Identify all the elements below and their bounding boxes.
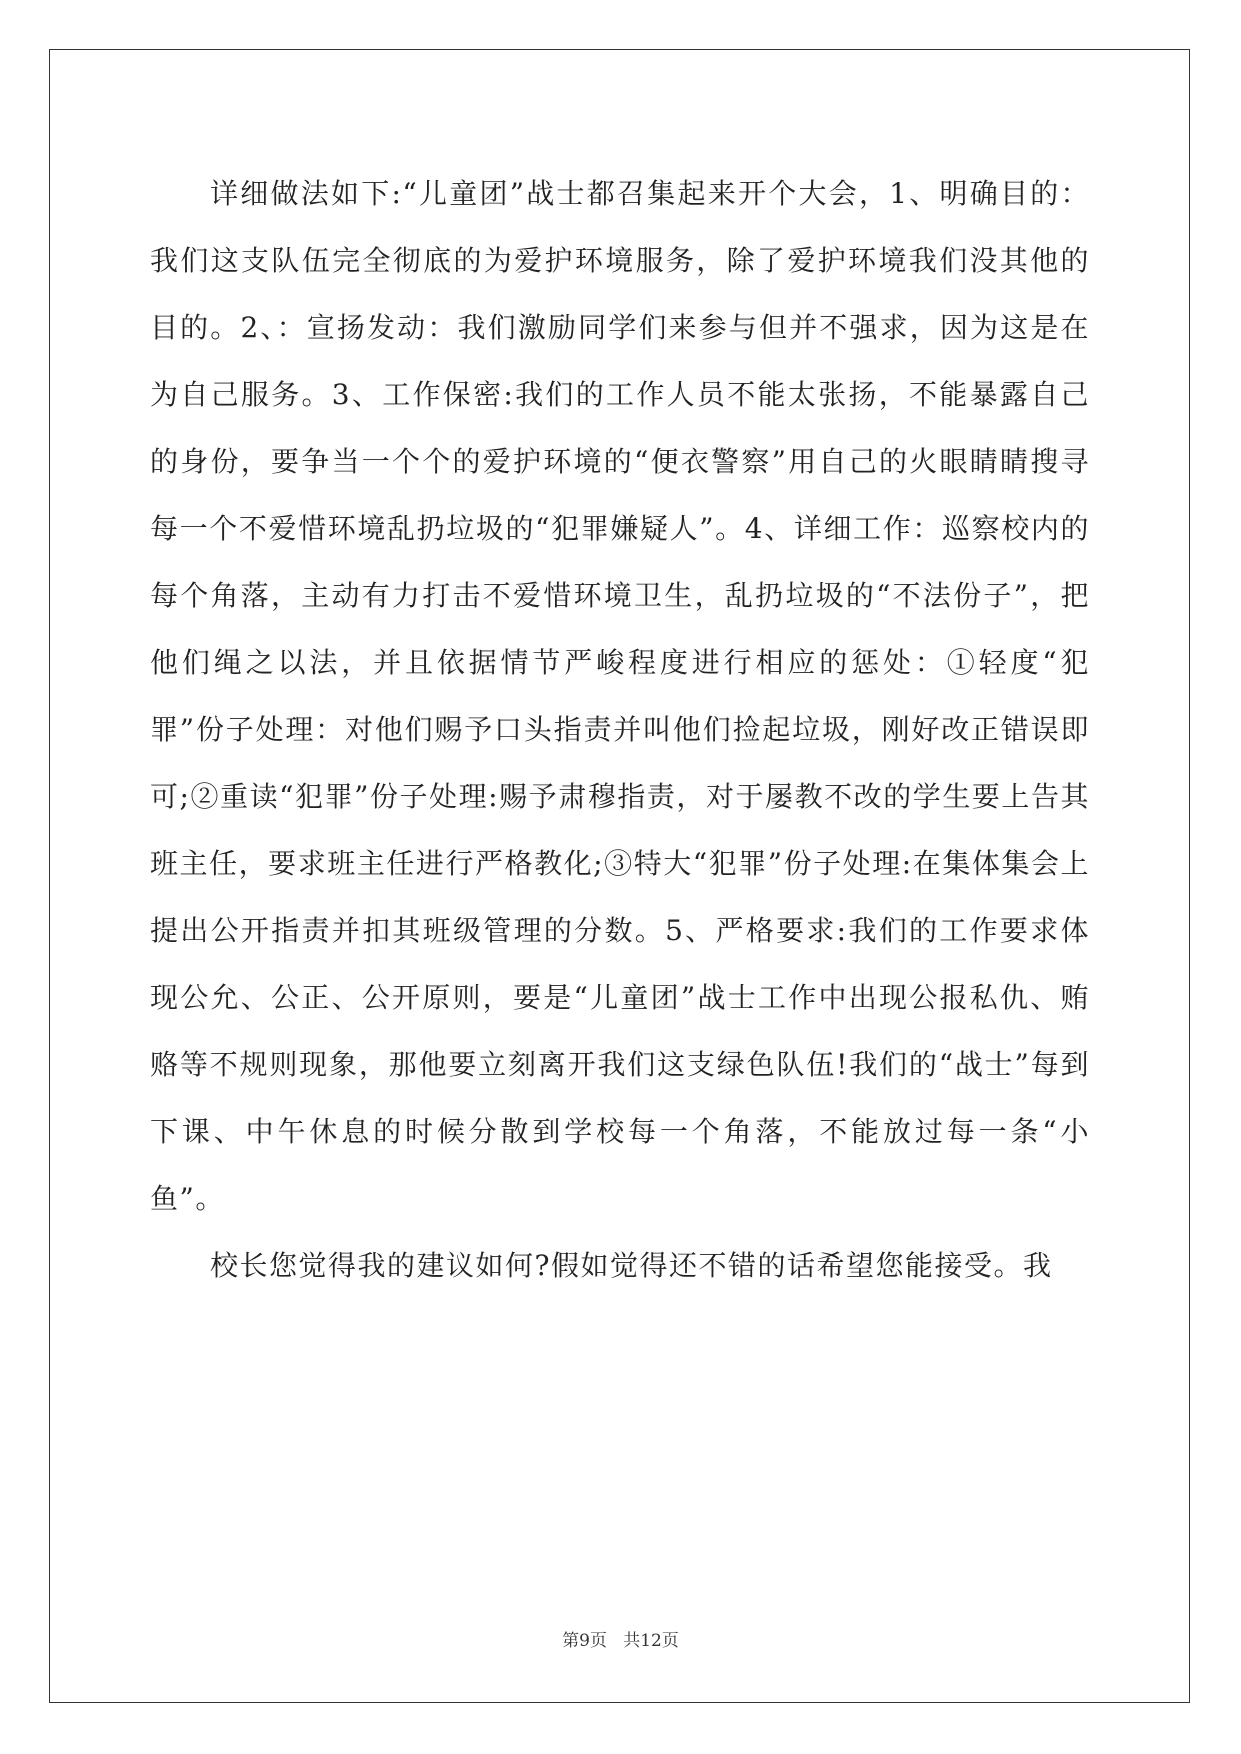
paragraph-2: 校长您觉得我的建议如何?假如觉得还不错的话希望您能接受。我 bbox=[210, 1249, 1053, 1282]
page-footer bbox=[0, 1626, 1241, 1651]
page-number: 第9页 bbox=[562, 1631, 607, 1651]
paragraph-1: 详细做法如下:“儿童团”战士都召集起来开个大会，1、明确目的：我们这支队伍完全彻底的为爱护环境服务，除了爱护环境我们没其他的目的。2、：宣扬发动：我们激励同学们来参与但并不强求，因为这是在为自己服务。3、工作保密:我们的工作人员不能太张扬，不能暴露自己的身份，要争当一个个的爱护环境的“便衣警察”用自己的火眼睛睛搜寻每一个不爱惜环境乱扔垃圾的“犯罪嫌疑人”。4、详细工作：巡察校内的每个角落，主动有力打击不爱惜环境卫生，乱扔垃圾的“不法份子”，把他们绳之以法，并且依据情节严峻程度进行相应的惩处：①轻度“犯罪”份子处理：对他们赐予口头指责并叫他们捡起垃圾，刚好改正错误即可;②重读“犯罪”份子处理:赐予肃穆指责，对于屡教不改的学生要上告其班主任，要求班主任进行严格教化;③特大“犯罪”份子处理:在集体集会上提出公开指责并扣其班级管理的分数。5、严格要求:我们的工作要求体现公允、公正、公开原则，要是“儿童团”战士工作中出现公报私仇、贿赂等不规则现象，那他要立刻离开我们这支绿色队伍!我们的“战士”每到下课、中午休息的时候分散到学校每一个角落，不能放过每一条“小鱼”。 bbox=[150, 177, 1090, 1215]
document-body bbox=[150, 160, 1090, 1299]
page-total: 共12页 bbox=[623, 1631, 679, 1651]
